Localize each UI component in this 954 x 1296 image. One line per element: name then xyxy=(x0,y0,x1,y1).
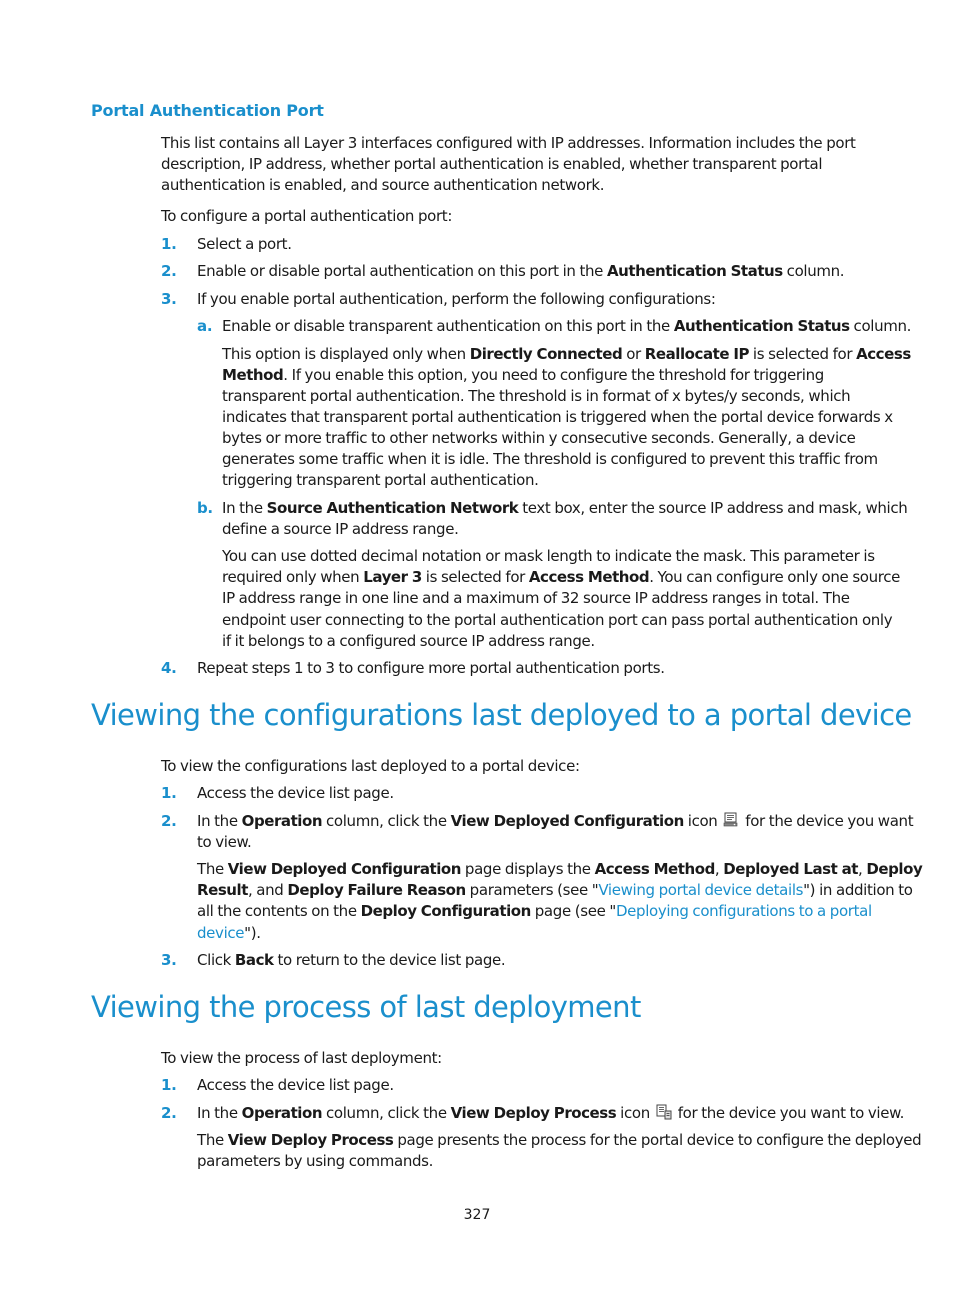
intro-line-3: authentication is enabled, and source authentication network. xyxy=(161,176,605,194)
paragraph-line: The View Deployed Configuration page displays the Access Method, Deployed Last at, Deploy xyxy=(197,860,923,878)
page-number: 327 xyxy=(463,1207,491,1223)
link-viewing-portal-device-details[interactable]: Viewing portal device details xyxy=(598,881,804,899)
paragraph-line: required only when Layer 3 is selected for Access Method. You can configure only one source xyxy=(222,568,901,586)
step-number: 2. xyxy=(161,812,177,830)
paragraph-line: transparent portal authentication. The threshold is in format of x bytes/y seconds, which xyxy=(222,387,851,405)
paragraph-line: triggering transparent portal authentication. xyxy=(222,471,539,489)
view-deploy-process-icon[interactable] xyxy=(656,1104,672,1120)
paragraph-line: indicates that transparent portal authentication is triggered when the portal device forwards x xyxy=(222,408,893,426)
substep-letter: a. xyxy=(197,317,213,335)
paragraph-line: generates some traffic when it is idle. The threshold is configured to prevent this traffic from xyxy=(222,450,878,468)
paragraph-line: This option is displayed only when Directly Connected or Reallocate IP is selected for Access xyxy=(222,345,911,363)
intro-line-1: This list contains all Layer 3 interfaces configured with IP addresses. Information includes the port xyxy=(161,134,856,152)
step-text: Click Back to return to the device list page. xyxy=(197,951,506,969)
paragraph-line: Result, and Deploy Failure Reason parameters (see "Viewing portal device details") in addition to xyxy=(197,881,913,899)
paragraph-line: You can use dotted decimal notation or mask length to indicate the mask. This parameter is xyxy=(222,547,875,565)
section-heading: Portal Authentication Port xyxy=(91,101,324,120)
substep-letter: b. xyxy=(197,499,213,517)
step-number: 1. xyxy=(161,235,177,253)
step-text: In the Operation column, click the View Deploy Process icon for the device you want to view. xyxy=(197,1104,905,1122)
step-number: 1. xyxy=(161,784,177,802)
substep-text: Enable or disable transparent authentication on this port in the Authentication Status column. xyxy=(222,317,912,335)
step-text: Select a port. xyxy=(197,235,292,253)
step-number: 2. xyxy=(161,1104,177,1122)
view-process-intro: To view the process of last deployment: xyxy=(161,1049,442,1067)
step-text: Access the device list page. xyxy=(197,784,394,802)
paragraph-line: endpoint user connecting to the portal authentication port can pass portal authentication only xyxy=(222,611,893,629)
link-deploying-configurations-cont[interactable]: device xyxy=(197,924,245,942)
paragraph-line: parameters by using commands. xyxy=(197,1152,434,1170)
paragraph-line: Method. If you enable this option, you need to configure the threshold for triggering xyxy=(222,366,824,384)
paragraph-line: bytes or more traffic to other networks within y consecutive seconds. Generally, a device xyxy=(222,429,856,447)
paragraph-line: The View Deploy Process page presents the process for the portal device to configure the deployed xyxy=(197,1131,922,1149)
link-deploying-configurations[interactable]: Deploying configurations to a portal xyxy=(615,902,872,920)
view-config-intro: To view the configurations last deployed to a portal device: xyxy=(161,757,580,775)
step-number: 4. xyxy=(161,659,177,677)
paragraph-line: device"). xyxy=(197,924,261,942)
view-deployed-configuration-icon[interactable] xyxy=(723,812,739,828)
intro-line-2: description, IP address, whether portal authentication is enabled, whether transparent portal xyxy=(161,155,823,173)
paragraph-line: IP address range in one line and a maximum of 32 source IP address ranges in total. The xyxy=(222,589,850,607)
step-number: 1. xyxy=(161,1076,177,1094)
step-text: In the Operation column, click the View Deployed Configuration icon for the device you want xyxy=(197,812,914,830)
step-number: 3. xyxy=(161,290,177,308)
step-text: to view. xyxy=(197,833,252,851)
step-number: 3. xyxy=(161,951,177,969)
step-text: Repeat steps 1 to 3 to configure more portal authentication ports. xyxy=(197,659,665,677)
configure-intro: To configure a portal authentication port: xyxy=(161,207,453,225)
paragraph-line: if it belongs to a configured source IP address range. xyxy=(222,632,595,650)
step-text: Enable or disable portal authentication on this port in the Authentication Status column. xyxy=(197,262,845,280)
step-number: 2. xyxy=(161,262,177,280)
step-text: If you enable portal authentication, perform the following configurations: xyxy=(197,290,716,308)
substep-text: In the Source Authentication Network text box, enter the source IP address and mask, which xyxy=(222,499,908,517)
step-text: Access the device list page. xyxy=(197,1076,394,1094)
paragraph-line: all the contents on the Deploy Configuration page (see "Deploying configurations to a portal xyxy=(197,902,872,920)
substep-text: define a source IP address range. xyxy=(222,520,459,538)
section-title-view-process: Viewing the process of last deployment xyxy=(91,990,641,1024)
section-title-view-config: Viewing the configurations last deployed to a portal device xyxy=(91,698,912,732)
